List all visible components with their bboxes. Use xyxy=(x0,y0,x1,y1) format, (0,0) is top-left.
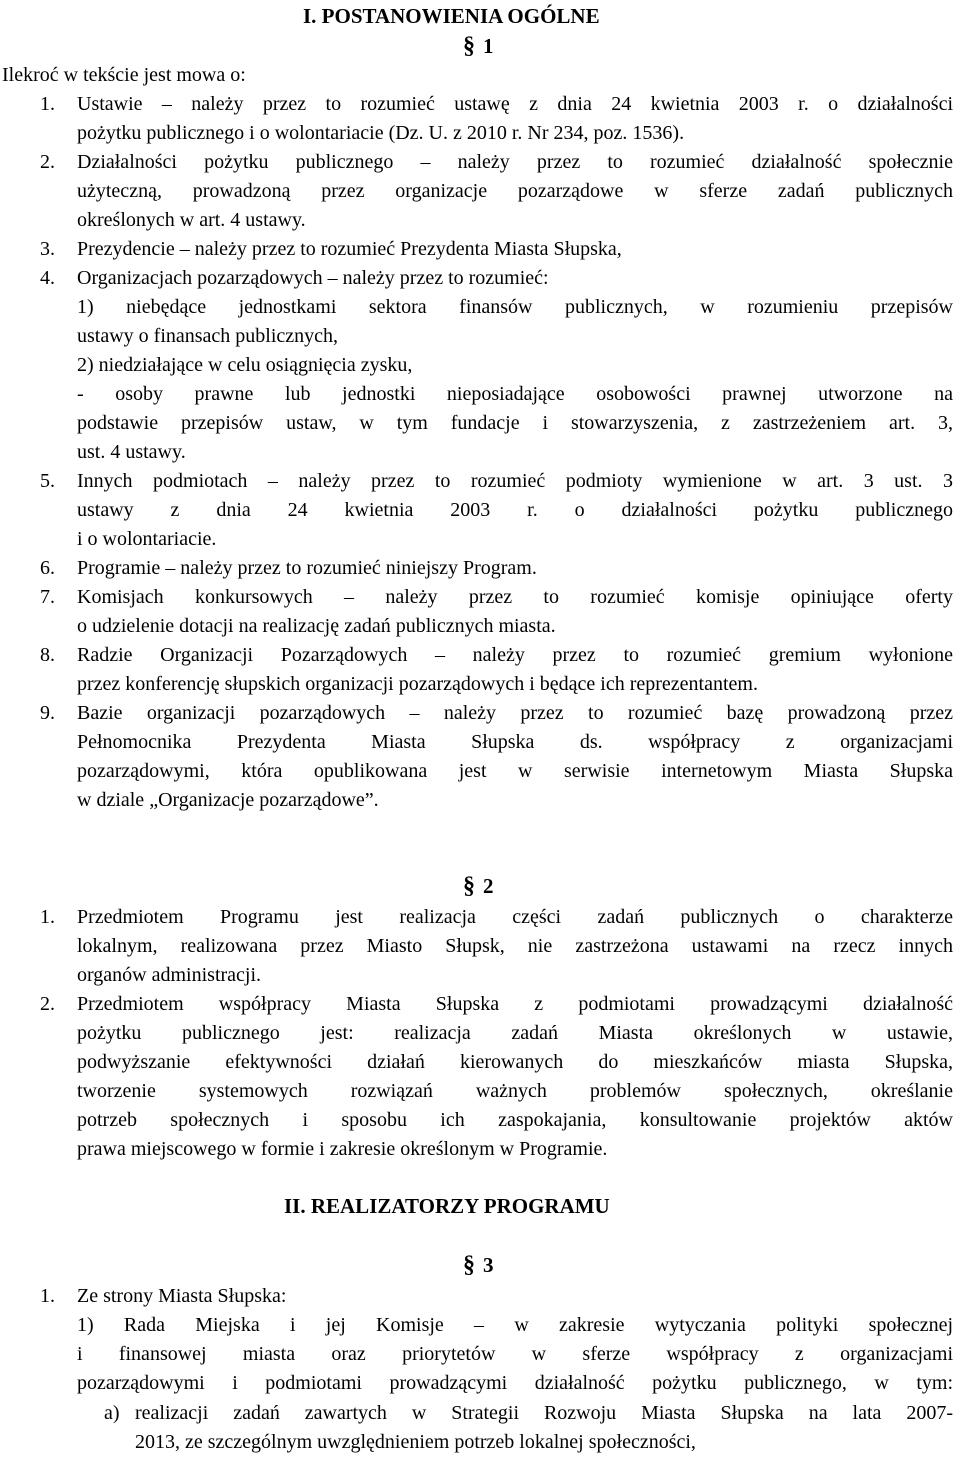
definition-line: 2) niedziałające w celu osiągnięcia zysku, xyxy=(77,354,413,376)
paragraph-3-marker xyxy=(463,1253,494,1277)
section-sign-icon: § xyxy=(463,873,475,899)
subject-line: podwyższanie efektywności działań kierowanych do mieszkańców miasta Słupska, xyxy=(77,1051,953,1073)
definition-line: Pełnomocnika Prezydenta Miasta Słupska ds. współpracy z organizacjami xyxy=(77,731,953,753)
definition-line: Ustawie – należy przez to rozumieć ustawę z dnia 24 kwietnia 2003 r. o działalności xyxy=(77,93,953,115)
definition-line: ustawy z dnia 24 kwietnia 2003 r. o działalności pożytku publicznego xyxy=(77,499,953,521)
implementer-line: 1) Rada Miejska i jej Komisje – w zakresie wytyczania polityki społecznej xyxy=(77,1314,953,1336)
definition-line: - osoby prawne lub jednostki nieposiadające osobowości prawnej utworzone na xyxy=(77,383,953,405)
paragraph-1-number: 1 xyxy=(483,34,494,58)
definition-line: Programie – należy przez to rozumieć niniejszy Program. xyxy=(77,557,537,579)
implementer-line: pozarządowymi i podmiotami prowadzącymi działalność pożytku publicznego, w tym: xyxy=(77,1372,953,1394)
list-number: 1. xyxy=(40,1285,55,1307)
definition-line: użyteczną, prowadzoną przez organizacje pozarządowe w sferze zadań publicznych xyxy=(77,180,953,202)
paragraph-2-marker xyxy=(463,874,494,898)
definition-line: Bazie organizacji pozarządowych – należy przez to rozumieć bazę prowadzoną przez xyxy=(77,702,953,724)
section-sign-icon: § xyxy=(463,1252,475,1278)
definition-line: Prezydencie – należy przez to rozumieć Prezydenta Miasta Słupska, xyxy=(77,238,622,260)
list-number: 4. xyxy=(40,267,55,289)
paragraph-1-marker xyxy=(463,34,494,58)
subject-line: tworzenie systemowych rozwiązań ważnych problemów społecznych, określanie xyxy=(77,1080,953,1102)
implementer-line: realizacji zadań zawartych w Strategii Rozwoju Miasta Słupska na lata 2007- xyxy=(135,1402,953,1424)
definition-line: Radzie Organizacji Pozarządowych – należy przez to rozumieć gremium wyłonione xyxy=(77,644,953,666)
definition-line: w dziale „Organizacje pozarządowe”. xyxy=(77,789,379,811)
list-number: 3. xyxy=(40,238,55,260)
definition-line: przez konferencję słupskich organizacji pozarządowych i będące ich reprezentantem. xyxy=(77,673,758,695)
definition-line: i o wolontariacie. xyxy=(77,528,217,550)
section-sign-icon: § xyxy=(463,33,475,59)
list-number: 2. xyxy=(40,151,55,173)
definition-line: określonych w art. 4 ustawy. xyxy=(77,209,306,231)
paragraph-2-number: 2 xyxy=(483,874,494,898)
definition-line: Działalności pożytku publicznego – należy przez to rozumieć działalność społecznie xyxy=(77,151,953,173)
definition-line: o udzielenie dotacji na realizację zadań publicznych miasta. xyxy=(77,615,556,637)
list-number: 1. xyxy=(40,93,55,115)
subject-line: lokalnym, realizowana przez Miasto Słupsk, nie zastrzeżona ustawami na rzecz innych xyxy=(77,935,953,957)
definition-line: Organizacjach pozarządowych – należy przez to rozumieć: xyxy=(77,267,549,289)
section-heading-general-provisions: I. POSTANOWIENIA OGÓLNE xyxy=(303,4,600,28)
definition-line: pozarządowymi, która opublikowana jest w serwisie internetowym Miasta Słupska xyxy=(77,760,953,782)
definition-line: Komisjach konkursowych – należy przez to rozumieć komisje opiniujące oferty xyxy=(77,586,953,608)
list-number: 9. xyxy=(40,702,55,724)
implementer-line: i finansowej miasta oraz priorytetów w sferze współpracy z organizacjami xyxy=(77,1343,953,1365)
list-number: 6. xyxy=(40,557,55,579)
definition-line: ust. 4 ustawy. xyxy=(77,441,186,463)
list-number: 1. xyxy=(40,906,55,928)
subject-line: Przedmiotem Programu jest realizacja części zadań publicznych o charakterze xyxy=(77,906,953,928)
definition-line: ustawy o finansach publicznych, xyxy=(77,325,339,347)
subject-line: Przedmiotem współpracy Miasta Słupska z podmiotami prowadzącymi działalność xyxy=(77,993,953,1015)
subject-line: potrzeb społecznych i sposobu ich zaspokajania, konsultowanie projektów aktów xyxy=(77,1109,953,1131)
paragraph-3-number: 3 xyxy=(483,1253,494,1277)
definition-line: Innych podmiotach – należy przez to rozumieć podmioty wymienione w art. 3 ust. 3 xyxy=(77,470,953,492)
definition-line: podstawie przepisów ustaw, w tym fundacje i stowarzyszenia, z zastrzeżeniem art. 3, xyxy=(77,412,953,434)
definition-line: pożytku publicznego i o wolontariacie (Dz. U. z 2010 r. Nr 234, poz. 1536). xyxy=(77,122,685,144)
list-number: 5. xyxy=(40,470,55,492)
definitions-intro: Ilekroć w tekście jest mowa o: xyxy=(2,64,246,86)
section-heading-program-implementers: II. REALIZATORZY PROGRAMU xyxy=(284,1194,610,1218)
list-number: 2. xyxy=(40,993,55,1015)
subject-line: pożytku publicznego jest: realizacja zadań Miasta określonych w ustawie, xyxy=(77,1022,953,1044)
list-number: 8. xyxy=(40,644,55,666)
list-letter: a) xyxy=(104,1402,120,1424)
subject-line: organów administracji. xyxy=(77,964,262,986)
subject-line: prawa miejscowego w formie i zakresie określonym w Programie. xyxy=(77,1138,608,1160)
list-number: 7. xyxy=(40,586,55,608)
implementer-line: 2013, ze szczególnym uwzględnieniem potrzeb lokalnej społeczności, xyxy=(135,1431,696,1453)
implementer-line: Ze strony Miasta Słupska: xyxy=(77,1285,287,1307)
definition-line: 1) niebędące jednostkami sektora finansów publicznych, w rozumieniu przepisów xyxy=(77,296,953,318)
